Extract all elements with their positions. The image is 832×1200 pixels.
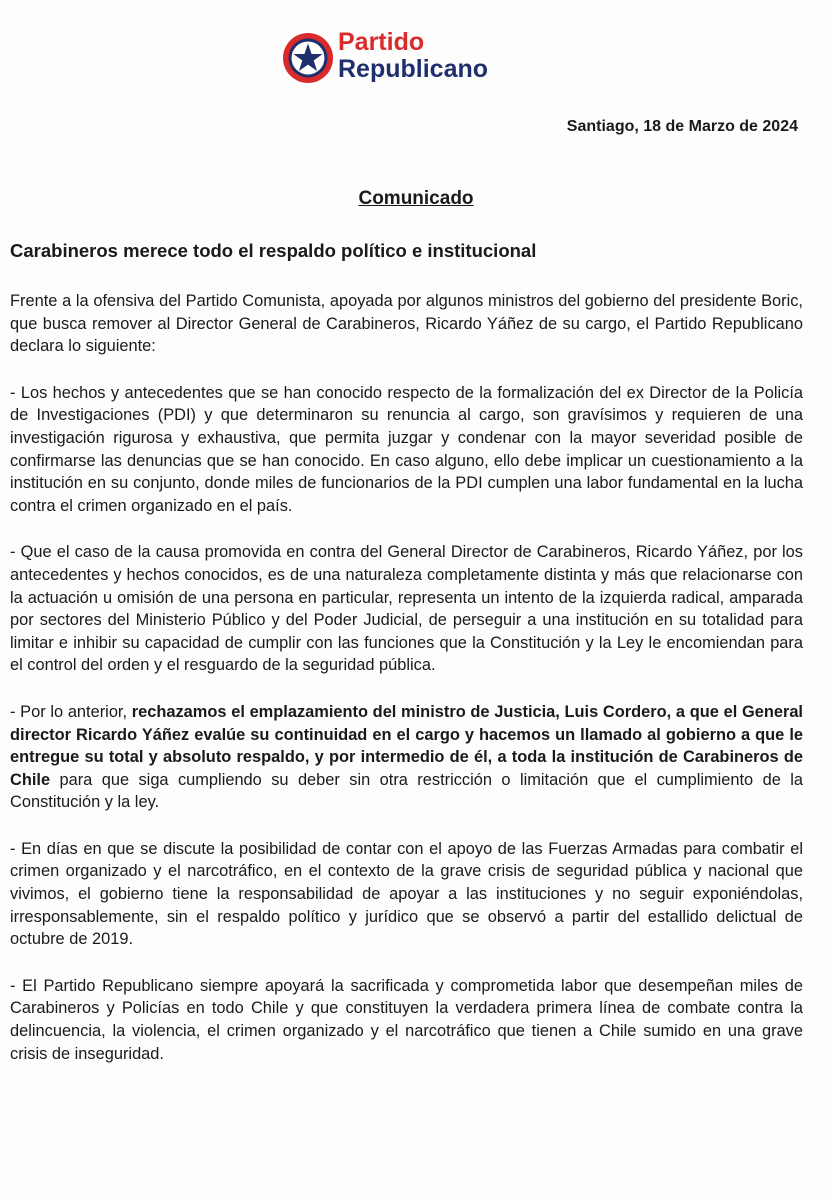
body-paragraph: - Los hechos y antecedentes que se han conocido respecto de la formalización del ex Director de la Policía de Investigaciones (PDI) y que determinaron su renuncia al cargo, son gravísimos y requieren de una investigación rigurosa y exhaustiva, que permita juzgar y condenar con la mayor severidad posible de confirmarse las denuncias que se han conocido. En caso alguno, ello debe implicar un cuestionamiento a la institución en su conjunto, donde miles de funcionarios de la PDI cumplen una labor fundamental en la lucha contra el crimen organizado en el país. (10, 383, 803, 515)
body-paragraph: - Que el caso de la causa promovida en contra del General Director de Carabineros, Ricardo Yáñez, por los antecedentes y hechos conocidos, es de una naturaleza completamente distinta y más que relacionarse con la actuación u omisión de una persona en particular, representa un intento de la izquierda radical, amparada por sectores del Ministerio Público y del Poder Judicial, de perseguir a una institución en su totalidad para limitar e inhibir su capacidad de cumplir con las funciones que la Constitución y la Ley le encomiendan para el control del orden y el resguardo de la seguridad pública. (10, 543, 803, 675)
paragraph-prefix: - Por lo anterior, (10, 702, 132, 721)
logo-line-2: Republicano (338, 55, 489, 83)
body-paragraph-emphasis (10, 701, 803, 814)
logo-line-1: Partido (338, 28, 425, 56)
intro-paragraph: Frente a la ofensiva del Partido Comunista, apoyada por algunos ministros del gobierno del presidente Boric, que busca remover al Director General de Carabineros, Ricardo Yáñez de su cargo, el Partido Republicano declara lo siguiente: (10, 292, 803, 356)
logo-wordmark (338, 29, 488, 83)
document-subtitle: Carabineros merece todo el respaldo político e institucional (10, 240, 537, 261)
paragraph-bold-text: rechazamos el emplazamiento del ministro de Justicia, Luis Cordero, a que el General director Ricardo Yáñez evalúe su continuidad en el cargo y hacemos un llamado al gobierno a que le entregue su total y absoluto respaldo, y por intermedio de él, a toda la institución de Carabineros de Chile (10, 702, 803, 789)
paragraph-suffix: para que siga cumpliendo su deber sin otra restricción o limitación que el cumplimiento de la Constitución y la ley. (10, 770, 803, 812)
closing-paragraph: - El Partido Republicano siempre apoyará la sacrificada y comprometida labor que desempeñan miles de Carabineros y Policías en todo Chile y que constituyen la verdadera primera línea de combate contra la delincuencia, la violencia, el crimen organizado y el narcotráfico que tienen a Chile sumido en una grave crisis de inseguridad. (10, 976, 803, 1063)
party-logo (282, 30, 542, 90)
body-paragraph: - En días en que se discute la posibilidad de contar con el apoyo de las Fuerzas Armadas para combatir el crimen organizado y el narcotráfico, en el contexto de la grave crisis de seguridad pública y nacional que vivimos, el gobierno tiene la responsabilidad de apoyar a las instituciones y no seguir exponiéndolas, irresponsablemente, sin el respaldo político y jurídico que se observó a partir del estallido delictual de octubre de 2019. (10, 839, 803, 949)
document-date: Santiago, 18 de Marzo de 2024 (566, 118, 798, 135)
document-body (10, 290, 803, 1065)
document-heading: Comunicado (358, 188, 474, 209)
star-circle-icon (282, 32, 334, 84)
